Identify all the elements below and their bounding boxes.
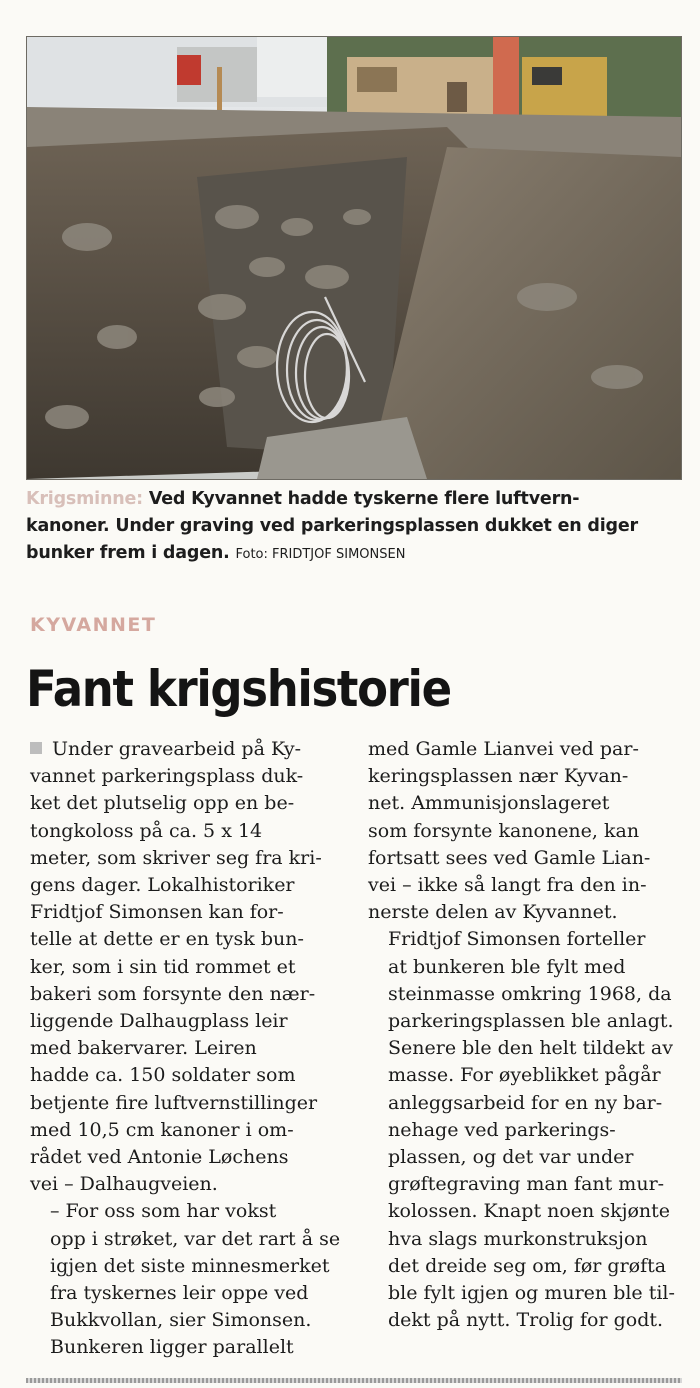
article-line-text: kolossen. Knapt noen skjønte: [388, 1200, 671, 1223]
article-line: [368, 1090, 678, 1117]
article-line-text: telle at dette er en tysk bun-: [30, 928, 304, 951]
article-line: [30, 790, 340, 817]
article-paragraph: [368, 736, 678, 926]
article-line: [30, 1280, 340, 1307]
square-bullet-icon: [30, 742, 42, 754]
article-line: [30, 1171, 340, 1198]
article-line-text: Fridtjof Simonsen forteller: [388, 928, 646, 951]
article-photo: [26, 36, 682, 480]
article-line-text: det dreide seg om, før grøfta: [388, 1254, 667, 1277]
section-label: KYVANNET: [30, 614, 157, 636]
article-line: [30, 1253, 340, 1280]
footer-rule: [26, 1378, 682, 1383]
article-line: [368, 818, 678, 845]
article-line: [368, 926, 678, 953]
article-line: [30, 1035, 340, 1062]
article-line-text: meter, som skriver seg fra kri-: [30, 846, 322, 869]
article-line: [30, 926, 340, 953]
caption-kicker: Krigsminne:: [26, 489, 143, 509]
article-line-text: hadde ca. 150 soldater som: [30, 1064, 296, 1087]
article-line: [368, 790, 678, 817]
article-line-text: grøftegraving man fant mur-: [388, 1173, 665, 1196]
article-line: [368, 1226, 678, 1253]
article-line-text: ble fylt igjen og muren ble til-: [388, 1282, 675, 1305]
bunker-excavation-image: [27, 37, 681, 479]
article-line: [368, 1198, 678, 1225]
article-line: [30, 954, 340, 981]
article-line-text: at bunkeren ble fylt med: [388, 955, 626, 978]
article-line: [30, 1090, 340, 1117]
article-line-text: hva slags murkonstruksjon: [388, 1227, 648, 1250]
article-line: [368, 763, 678, 790]
article-line-text: Fridtjof Simonsen kan for-: [30, 901, 284, 924]
article-line-text: igjen det siste minnesmerket: [50, 1254, 330, 1277]
article-line-text: betjente fire luftvernstillinger: [30, 1091, 318, 1114]
article-line: [30, 1307, 340, 1334]
article-line-text: nerste delen av Kyvannet.: [368, 901, 618, 924]
photo-caption: [26, 486, 686, 568]
article-line: [368, 1307, 678, 1334]
article-line-text: vannet parkeringsplass duk-: [30, 765, 304, 788]
article-line: [30, 1008, 340, 1035]
article-line-text: Bunkeren ligger parallelt: [50, 1336, 294, 1359]
article-line-text: fortsatt sees ved Gamle Lian-: [368, 846, 651, 869]
article-line: [30, 763, 340, 790]
article-line: [368, 1062, 678, 1089]
article-line-text: vei – ikke så langt fra den in-: [368, 874, 647, 897]
article-line: [30, 1198, 340, 1225]
article-line: [368, 845, 678, 872]
article-line-text: – For oss som har vokst: [50, 1200, 277, 1223]
article-line-text: som forsynte kanonene, kan: [368, 819, 640, 842]
article-line-text: gens dager. Lokalhistoriker: [30, 874, 295, 897]
headline: Fant krigshistorie: [26, 660, 451, 718]
article-line-text: steinmasse omkring 1968, da: [388, 982, 672, 1005]
article-paragraph: [30, 1198, 340, 1361]
article-line-text: vei – Dalhaugveien.: [30, 1173, 218, 1196]
article-line: [368, 1035, 678, 1062]
article-line: [30, 1334, 340, 1361]
article-line-text: med Gamle Lianvei ved par-: [368, 738, 639, 760]
article-line: [368, 1280, 678, 1307]
article-line-text: liggende Dalhaugplass leir: [30, 1010, 288, 1033]
article-line: [30, 1226, 340, 1253]
article-line-text: masse. For øyeblikket pågår: [388, 1064, 661, 1087]
article-line: [30, 872, 340, 899]
caption-text: Ved Kyvannet hadde tyskerne flere luftvern-: [148, 489, 580, 509]
article-line-text: Under gravearbeid på Ky-: [52, 738, 302, 760]
article-line: [368, 1008, 678, 1035]
photo-credit: Foto: FRIDTJOF SIMONSEN: [235, 547, 406, 562]
article-line-text: anleggsarbeid for en ny bar-: [388, 1091, 663, 1114]
article-line: [368, 1117, 678, 1144]
article-line-text: opp i strøket, var det rart å se: [50, 1227, 341, 1250]
article-line-text: dekt på nytt. Trolig for godt.: [388, 1309, 664, 1332]
article-line-text: med bakervarer. Leiren: [30, 1037, 257, 1060]
article-line: [30, 1062, 340, 1089]
article-line: [368, 736, 678, 763]
article-line: [368, 1171, 678, 1198]
article-line: [30, 899, 340, 926]
article-line-text: ket det plutselig opp en be-: [30, 792, 295, 815]
article-line: [30, 818, 340, 845]
article-line: [30, 845, 340, 872]
article-line-text: parkeringsplassen ble anlagt.: [388, 1010, 674, 1033]
article-line-text: fra tyskernes leir oppe ved: [50, 1282, 309, 1305]
article-paragraph: [368, 926, 678, 1334]
article-line: [30, 1117, 340, 1144]
article-line-text: med 10,5 cm kanoner i om-: [30, 1118, 294, 1141]
article-line-text: keringsplassen nær Kyvan-: [368, 765, 629, 788]
article-line: [368, 899, 678, 926]
article-line: [368, 1253, 678, 1280]
caption-line: bunker frem i dagen.: [26, 543, 230, 563]
article-line: [30, 1144, 340, 1171]
article-line-text: nehage ved parkerings-: [388, 1118, 616, 1141]
article-paragraph: [30, 736, 340, 1198]
article-line-text: Bukkvollan, sier Simonsen.: [50, 1309, 312, 1332]
article-line-text: ker, som i sin tid rommet et: [30, 955, 296, 978]
article-column-2: [368, 736, 678, 1334]
article-line-text: plassen, og det var under: [388, 1146, 634, 1169]
article-line: [368, 1144, 678, 1171]
article-line-text: rådet ved Antonie Løchens: [30, 1146, 289, 1169]
article-line-text: net. Ammunisjonslageret: [368, 792, 610, 815]
article-line: [30, 736, 340, 763]
caption-line: kanoner. Under graving ved parkeringsplassen dukket en diger: [26, 516, 638, 536]
article-column-1: [30, 736, 340, 1362]
article-line: [368, 954, 678, 981]
article-line: [30, 981, 340, 1008]
article-line-text: tongkoloss på ca. 5 x 14: [30, 819, 263, 842]
article-line: [368, 872, 678, 899]
article-line-text: Senere ble den helt tildekt av: [388, 1037, 673, 1060]
article-line-text: bakeri som forsynte den nær-: [30, 982, 316, 1005]
article-line: [368, 981, 678, 1008]
